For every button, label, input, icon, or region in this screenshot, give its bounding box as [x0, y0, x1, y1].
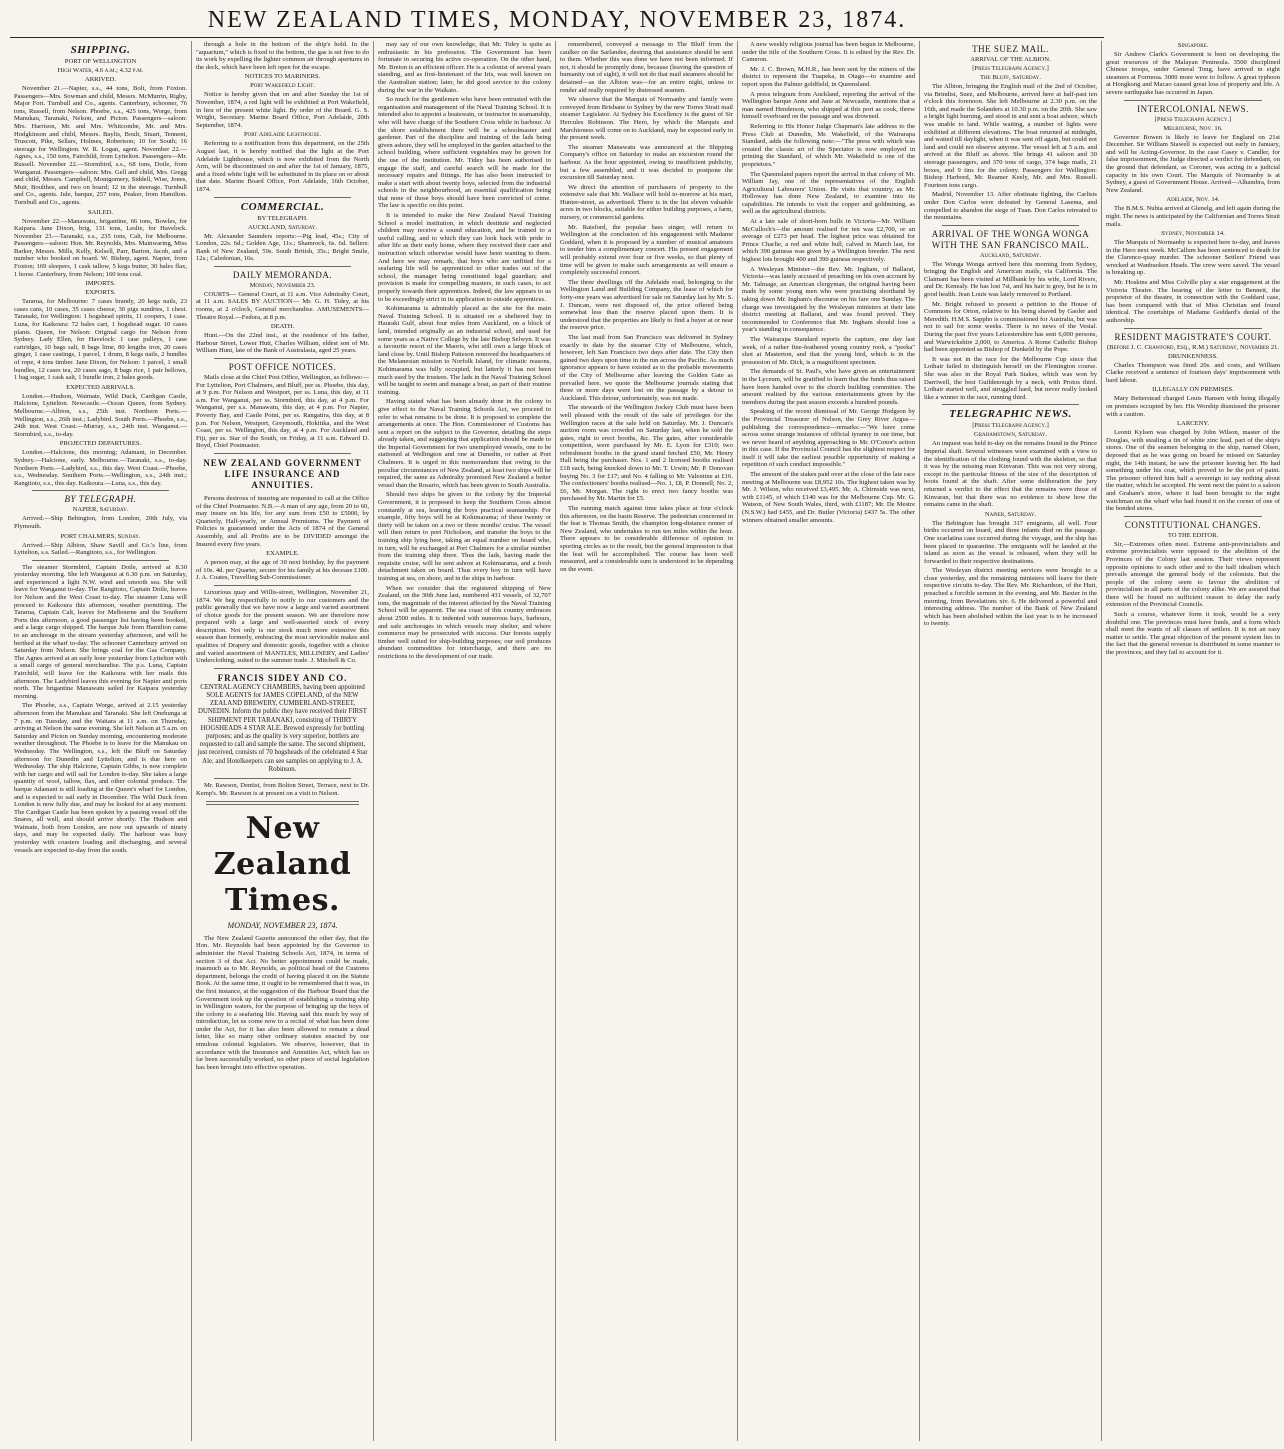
news-paragraph: The last mail from San Francisco was delivered in Sydney exactly to date by the steamer City of Melbourne, which, however, left San Francisco two days after date. The City then gained two days upon time in the run across the Pacific. As much ignorance appears to have existed as to the probable movements of the City of Melbourne after leaving the Golden Gate as prevailed here, we quote the Melbourne journals stating that three or more days were lost on the passage by a detour to Auckland. This detour, unfortunately, was not made. — [560, 333, 733, 402]
intercolonial-heading: INTERCOLONIAL NEWS. — [1137, 103, 1249, 114]
wonga-text-2: Mr. Bright refused to present a petition to the House of Commons for Orton, relative to his being shaved by Gaoler and Meredith. H.M.S. Sappho is commissioned for Australia, but was not to sail for some weeks. There is no news of the Vestal. During the past five years Leicestershire has sent 6,000 persons, and Warwickshire 2,000, to America. A Rome Catholic Bishop had been appointed as Bishop of Dunkeld by the Pope. — [924, 300, 1097, 354]
insurance-ad — [196, 458, 369, 491]
dentist-notice: Mr. Rawson, Dentist, from Bolton Street, Terrace, next to Dr. Kemp's. Mr. Rawson is at present on a visit to Nelson. — [196, 782, 369, 797]
example-heading: EXAMPLE. — [266, 550, 299, 558]
news-paragraph: The running match against time takes place at four o'clock this afternoon, on the basin Reserve. The pedestrian concerned in the feat is Thomas Smith, the champion long-distance runner of New Zealand, who undertakes to run ten miles within the hour. There appears to be considerable difference of opinion in sporting circles as to the result, but the general impression is that the feat will be accomplished. The course has been well measured, and a considerable sum is understood to be depending on the event. — [560, 505, 733, 573]
mariners-text: Notice is hereby given that on and after Sunday the 1st of November, 1874, a red light will be exhibited at Port Wakefield, in lieu of the present white light. By order of the Board. G. S. Wright, Secretary. Marine Board Office, Port Adelaide, 20th September, 1874. — [196, 91, 369, 129]
divider — [214, 266, 351, 267]
letter-text-2: Such a course, whatever form it took, would be a very doubtful one. The provinces must have funds, and a form which shall meet the wants of all classes of settlers. It is not an easy matter to settle. The great objection of the present system lies in the fact that the general revenue is distributed in some manner to the provinces, and they fail to account for it. — [1106, 611, 1280, 657]
sydney-text-2: Mr. Hoskins and Miss Colville play a star engagement at the Victoria Theatre. The hearing of the letter to Bennett, the proprietor of the theatre, in connection with the Goddard case, has been compared with that of Miss Christian and found identical. The courtships of Madame Goddard's denial of the authorship. — [1106, 279, 1280, 325]
telegraph-heading: BY TELEGRAPH. — [64, 494, 137, 505]
projected-text: London.—Halcione, this morning; Adamant, in December. Sydney.—Halcione, early. Melbourne.—Taranaki, s.s., to-day. Northern Ports.—Ladybird, s.s., this day. West Coast.—Phoebe, s.s., Wednesday. Southern Ports.—Wellington, s.s., 24th inst.; Rangitoto, s.s., this day. Kaikoura.—Luna, s.s., this day. — [14, 449, 187, 487]
news-paragraph: At a late sale of short-horn bulls in Victoria—Mr. William McCulloch's—the amount realised for ten was £2,700, or an average of £273 per head. The highest price was obtained for Prince Charlie, a red and white bull, calved in March last, for which 390 guineas was given by a Wellington breeder. The next highest lots brought 400 and 390 guineas respectively. — [742, 218, 915, 264]
column-5 — [738, 41, 920, 1441]
high-water: High Water, 4.6 a.m.; 4.32 p.m. — [57, 67, 144, 74]
columns — [10, 41, 1280, 1441]
press-agency: [Press Telegraph Agency.] — [1154, 115, 1232, 123]
leader-text: The New Zealand Gazette announced the other day, that the Hon. Mr. Reynolds had been appointed by the Governor to administer the Naval Training Schools Act, 1874, in terms of section 3 of that Act. No better appointment could be made, inasmuch as to Mr. Reynolds, as political head of the Customs department, belongs the credit of having placed it on the Statute Book. At the same time, it ought to be remembered that it was, in the first instance, at the suggestion of the Harbour Board that the Government took up the question of establishing a training ship in Wellington waters, for the purpose of bringing up the boys of the colony to a seafaring life. Having said this much by way of introduction, let us come now to a recital of what has been done under the Act, for it has also been allowed to remain a dead letter, like so many other ordinary statutes enacted by our emulous colonial legislators. We observe, however, that in accordance with the Insurance and Annuities Act, which has so far been successfully worked, no other piece of social legislation has been brought into effective operation. — [196, 934, 369, 1071]
divider — [942, 404, 1079, 405]
sydney-dateline: Sydney, November 14. — [1161, 230, 1225, 238]
sidey-ad — [196, 673, 369, 774]
arrived-text: November 21.—Napier, s.s., 44 tons, Bolt, from Foxton. Passengers—Mrs. Sowman and child, Messrs. McMurrin, Rigby, Major Fort. Turnbull and Co., agents. Canterbury, schooner, 76 tons, Russell, from Nelson. Phoebe, s.s., 425 tons, Worge, from Manukau, Taranaki, Nelson, and Picton. Passengers—saloon: Mrs. Harrison, Mr. and Mrs. Whitcombe, Mr. and Mrs. Hodgkinson and child, Messrs. Baylis, Boult, Stuart, Tennent, Truscott, Pike, Sellars, Holmes, Robertson; 10 for South; 16 steerage for Wellington. W. R. Logan, agent. November 22.—Agnes, s.s., 150 tons, Fairchild, from Lyttelton. Passengers—Mr. Russell. November 22.—Stormbird, s.s., 68 tons, Doile, from Wanganui. Passengers—saloon: Mrs. Gell and child, Mrs. Gregg and child, Messrs. Campbell, Montgomery, Siddell, Wise, Jones, Muir, Boulthee, and two on board; 12 in the steerage. Turnbull and Co., agents. Jule, barque, 257 tons, Peaker, from Hamilton. Turnbull and Co., agents. — [14, 85, 187, 206]
coastal-text: The steamer Stormbird, Captain Doile, arrived at 8.30 yesterday morning. She left Wanganui at 6.30 p.m. on Saturday, and experienced a light N.W. wind and smooth sea. She will leave for Wanganui to-day. The Rangitoto, Captain Doile, leaves for Nelson and the West Coast to-day. The steamer Luna will proceed to Kaikoura this afternoon, weather permitting. The Tararua, Captain Calt, leaves for Melbourne and the Southern Ports this afternoon, a good passenger list having been booked, and a large cargo shipped. The barque Jule from Hamilton came to an anchorage in the stream yesterday afternoon, and will be berthed at the wharf to-day. The schooner Canterbury arrived on Saturday from Nelson. She brings coal for the Gas Company. The Agnes arrived at an early hour yesterday from Lyttelton with a small cargo of general merchandise. The p.s. Luna, Captain Fairchild, will leave for the Kaikoura with her mails this afternoon. The Ladybird leaves this evening for Napier and ports north. The brigantine Manawatu sailed for Kaipara yesterday morning. — [14, 563, 187, 700]
suez-mail-heading: THE SUEZ MAIL. — [972, 44, 1049, 54]
larceny-text: Leonti Kylsen was charged by John Wilson, master of the Douglas, with stealing a tin of white zinc lead, part of the ship's stores. One of the seamen belonging to the ship, named Olsen, deposed that as he was going on board he missed on Saturday night, the 14th instant, he saw the prisoner leaving her. He had something under his coat, which proved to be the pot of paint. The prisoner offered him half a sovereign to say nothing about the matter, which he accepted. He went next the paint to a saloon and Graham's store, where it had been brought to the night watchman on the wharf who had found it on the corner of one of the bonded stores. — [1106, 429, 1280, 513]
bluff-dateline: The Bluff, Saturday. — [979, 74, 1041, 81]
adelaide-sub: Port Adelaide Lighthouse. — [243, 131, 321, 139]
exports-text: Tararua, for Melbourne: 7 cases brandy, 20 kegs nails, 23 cases cans, 10 cases, 35 cases cheese, 30 pigs sundries, 1 chest. Taranaki, for Wellington: 1 hogshead spirits, 11 coopers, 1 case. Luna, for Kaikoura: 72 bales cart, 1 hogshead sugar. 10 cases plants. Queen, for Nelson: Original cargo for Nelson from Sydney. Lady Ellen, for Havelock: 1 case pulleys, 1 case cartridges, 10 bags salt, 8 bags lime, 80 lengths iron, 20 cases ginger, 1 case castings, 1 parcel, 1 drum, 8 kegs nails, 2 bundles of rope, 4 tons timber. Jane Dixon, for Nelson: 1 parcel, 1 small bundles, 12 cases tea, 20 cases sago, 8 bags rice, 1 pair bellows, 1 bag sugar, 1 cask salt, 1 bundle iron, 2 bales goods. — [14, 298, 187, 382]
divider — [214, 453, 351, 454]
to-editor: TO THE EDITOR. — [1167, 531, 1219, 539]
news-paragraph: The demands of St. Paul's, who have given an entertainment in the Lyceum, will be gratified to learn that the funds thus raised have been handed over to the church building committee. The amount realised by the various entertainments given by the members during the past season exceeds a hundred pounds. — [742, 368, 915, 406]
memoranda-date: Monday, November 23. — [249, 281, 316, 289]
press-agency: [Press Telegraph Agency.] — [972, 422, 1049, 430]
drunkenness-heading: DRUNKENNESS. — [1167, 352, 1218, 360]
sydney-text: The Marquis of Normanby is expected here to-day, and leaves in the Hero next week. McCallum has been sentenced to death for the Clarence-quay murder. The schooner Settlers' Friend was wrecked at Wanbuoken Heads. The crew were saved. The vessel is breaking up. — [1106, 239, 1280, 277]
expected-text: London.—Hudson, Waimate, Wild Duck, Cardigan Castle, Halcione, Lyttelton. Newcastle.—Ocean Queen, from Sydney. Melbourne.—Albion, s.s., 25th inst. Northern Ports.—Wellington, s.s., 26th inst.; Ladybird. South Ports.—Phoebe, s.s., 24th inst. West Coast.—Murray, s.s., 24th inst. Wanganui.—Stormbird, s.s., to-day. — [14, 392, 187, 438]
news-paragraph: Mr. J. C. Brown, M.H.R., has been sent by the miners of the district to represent the Tuapeka, in Otago—to examine and report upon the Palmer goldfield, in Queensland. — [742, 65, 915, 88]
sailed-text: November 22.—Manawatu, brigantine, 66 tons, Bowles, for Kaipara. Jane Dixon, brig, 131 tons, Leslie, for Havelock. November 23.—Taranaki, s.s., 235 tons, Calt, for Melbourne. Passengers—saloon: Hon. Mr. Reynolds, Mrs. Mainwaring, Miss Barker, Messrs. Mills, Kelly, Kelsell, Parr, Barton, Jacob, and a number who booked on board. W. Bishop, agent. Napier, from Foxton; 169 sleepers, 1 cask tallow, 5 kegs butter, 30 bales flax, 1 horse. Canterbury, from Nelson; 160 tons coal. — [14, 217, 187, 278]
death-heading: DEATH. — [270, 323, 295, 331]
napier-dateline: NAPIER, Saturday. — [72, 506, 129, 514]
singapore-text: Sir Andrew Clark's Government is bent on developing the great resources of the Malayan Peninsula. 3500 disciplined Chinese troops, under General Tong, have arrived in eight steamers at Formosa. 3000 more were to follow. A great typhoon at Hongkong and Macao caused great loss of property and life. A severe earthquake has occurred in Japan. — [1106, 51, 1280, 96]
news-paragraph: The steamer Manawatu was announced at the Shipping Company's office on Saturday to make an excursion round the harbour. As the hour appointed, owing to insufficient publicity, but a few assembled, and it was decided to postpone the excursion till Saturday next. — [560, 143, 733, 182]
divider — [214, 778, 351, 779]
leader-text-6: Should two ships be given to the colony by the Imperial Government, it is proposed to keep the Southern Cross almost constantly at sea, learning the boys practical seamanship. For example, fifty boys will be at Kohimarama; of these twenty or thirty will be taken on a two or three months' cruise. The vessel will then return to port Nicholson, and transfer the boys to the training ship lying here, taking an equal number on board who, in turn, will be exchanged at Port Chalmers for a similar number from the training ship there. Thus the lads, having made the requisite cruise, will be sent ashore at Kohimarama, and a fresh detachment taken on board. Thus every boy in turn will have training at sea, on shore, and in the ships in harbour. — [378, 491, 551, 582]
double-rule — [206, 801, 359, 805]
divider — [942, 225, 1079, 226]
memoranda-text: COURTS— General Court, at 11 a.m. Vice Admiralty Court, at 11 a.m. SALES BY AUCTION— Mr. G. H. Tidey, at his rooms, at 2 o'clock, General merchandise. AMUSEMENTS— Theatre Royal.—Fedora, at 8 p.m. — [196, 290, 369, 321]
wonga-heading: ARRIVAL OF THE WONGA WONGA WITH THE SAN FRANCISCO MAIL. — [931, 228, 1090, 250]
post-office-heading: POST OFFICE NOTICES. — [228, 362, 337, 373]
death-text: Hunt.—On the 22nd inst., at the residence of his father, Harbour Street, Lower Hutt, Charles William, eldest son of Mr. William Hunt, late of the Bank of Australasia, aged 25 years. — [196, 332, 369, 355]
divider — [1124, 516, 1262, 517]
albion-heading: ARRIVAL OF THE ALBION. — [970, 56, 1051, 63]
illegally-heading: ILLEGALLY ON PREMISES. — [1152, 386, 1234, 394]
news-paragraph: A press telegram from Auckland, reporting the arrival of the Wellington barque Anne and Jane at Newcastle, mentions that a man named Henderson, who shipped at this port as cook, threw himself overboard on the passage and was drowned. — [742, 90, 915, 121]
news-paragraph: A Wesleyan Minister—the Rev. Mr. Ingham, of Ballarat, Victoria—was lately accused of preaching on his own account by Mr. Talmage, an American clergyman, the original having been made by some young men who were practising shorthand by taking down Mr. Ingham's discourse on his fare one Sunday. The charge was investigated by the Wesleyan ministers at their late district meeting at Ballarat, and was found proved. They recommended to Conference that Mr. Ingham should lose a year's standing in consequence. — [742, 265, 915, 334]
news-paragraph: The Wairarapa Standard reports the capture, one day last week, of a rather fine-feathered young country rook, a "peeka" shot at Masterton, and that the young bird, which is in the possession of Mr. Dick, is a magnificent specimen. — [742, 335, 915, 366]
albion-text-2: Madrid, November 13. After obstinate fighting, the Carlists under Don Carlos were defeated by General Lasema, and compelled to abandon the siege of Tuan. Don Carlos retreated to the mountains. — [924, 191, 1097, 222]
port-heading: PORT OF WELLINGTON — [64, 58, 137, 65]
divider — [214, 358, 351, 359]
column-3 — [374, 41, 556, 1441]
insurance-text: Persons desirous of insuring are requested to call at the Office of the Chief Postmaster. N.B.—A man of any age, from 20 to 60, may insure on his life, for any sum from £50 to £5000, by Quarterly, Half-yearly, or Annual Premiums. The Payment of Policies is guaranteed under the Acts of 1874 of the General Assembly, and all Profits are to be DIVIDED amongst the Insured every five years. — [196, 494, 369, 548]
coastal-text-3: through a hole in the bottom of the ship's hold. In the "aquarium," which is fixed to the bottom, the gas is set free to do its work by expelling the lighter common air through apertures in the deck, which have been left open for the escape. — [196, 41, 369, 71]
column-1 — [10, 41, 192, 1441]
napier-text: The Bebington has brought 317 emigrants, all well. Four births occurred on board, and three infants died on the passage. One scarlatina case occurred during the voyage, and the ship has been placed in quarantine. The emigrants will be landed at the island as soon as the vessel is released, when they will be forwarded to their respective destinations. — [924, 519, 1097, 565]
albion-text: The Albion, bringing the English mail of the 2nd of October, via Brindisi, Suez, and Melbourne, arrived here at half-past ten o'clock this forenoon. She left Melbourne at 2.30 p.m. on the 16th, and made the Solanders at 10.30 p.m. on the 20th. She saw a bright light burning, and stood in and sent a boat ashore, which was unable to land. While waiting, a number of lights were exhibited at different elevations. The boat returned at midnight, and waited till daylight, when it was sent off again, but could not land and could not observe anyone. The vessel left at 5 a.m. and arrived at the Bluff as above. She brings 41 saloon and 30 steerage passengers, and 370 tons of cargo, 374 bags mails, 21 boxes, and 9 tins for the colony. Passengers for Wellington: Bishop Harbord, Mr. Reamer Keely, Mr. and Mrs. Russell. Fourteen tons cargo. — [924, 83, 1097, 189]
column-4 — [556, 41, 738, 1441]
news-paragraph: Referring to His Honor Judge Chapman's late address to the Press Club at Dunedin, Mr. Wakefield, of the Wairarapa Standard, adds the following note:—"The press with which was created the classic art of the Spectator is now employed in printing the Standard, of which Mr. Wakefield is one of the proprietors." — [742, 122, 915, 168]
projected-heading: PROJECTED DEPARTURES. — [59, 440, 142, 448]
news-paragraph: We observe that the Marquis of Normanby and family were conveyed from Brisbane to Sydney by the new Torres Strait mail steamer Legislator. At Sydney his Excellency is the guest of Sir Hercules Robinson. The Hero, by which the Marquis and Marchioness will come on to Auckland, may be expected early in the present week. — [560, 96, 733, 142]
singapore-dateline: Singapore. — [1177, 42, 1209, 49]
divider — [214, 197, 351, 198]
wonga-text-3: It was not in the race for the Melbourne Cup since that Lothair failed to distinguish herself on the Flemington course. She was also in the Royal Park Stakes, which was won by Darriwell, the best Guildenough by a neck, with Protos third. Lothair started well, and struggled hard, but never really looked like a winner in the race, running third. — [924, 355, 1097, 401]
news-paragraph: We direct the attention of purchasers of property to the extensive sale that Mr. Wallace will hold to-morrow at his mart, Hunter-street, as advertised. There is in the list eleven valuable acres in two blocks, suitable for either building purposes, a farm, nursery, or commercial gardens. — [560, 183, 733, 222]
leader-text-3: It is intended to make the New Zealand Naval Training School a model institution, in which destitute and neglected children may receive a sound education, and be trained to a useful calling, and to which they can look back with pride in after life as their early home, where they received their care and instruction which otherwise would have been wanting to them. And here we may remark, that boys who are unfitted for a seafaring life will be apprenticed to other trades out of the school, the manager being constituted legal guardian; and provision is made for compelling masters, in such cases, to act properly towards their apprentices. Indeed, the law appears to us to be exceedingly strict in its application to outside apprentices. — [378, 212, 551, 303]
napier-text-2: The Wesleyan district meeting services were brought to a close yesterday, and the remaining ministers will leave for their respective circuits to-day. The Rev. Mr. Richardson, of the Hutt, preached a forcible sermon in the evening, and Mr. Baxter in the morning, from Revelations xiv. 6. He delivered a powerful and interesting address. The number of the Bank of New Zealand which has been abolished within the last year is to be increased to twenty. — [924, 567, 1097, 628]
news-paragraph: The Queensland papers report the arrival in that colony of Mr. William Jay, one of the representatives of the English Agricultural Labourers' Union. He visits that country, as Mr. Holloway has done New Zealand, to examine into its capabilities. He intends to visit the copper and goldmining, as well as the agricultural districts. — [742, 170, 915, 216]
divider — [1124, 100, 1262, 101]
expected-heading: EXPECTED ARRIVALS. — [66, 383, 135, 391]
resident-court-sub: (Before J. C. Crawford, Esq., R.M.) Saturday, November 21. — [1106, 343, 1280, 351]
news-paragraph: Speaking of the recent dismissal of Mr. George Hodgson by the Provincial Treasurer of Nelson, the Grey River Argus—publishing the correspondence—remarks:—"We have come across some strange instances of official tyranny in our time, but we never heard of anything approaching to Mr. O'Conor's action in this case. If the Provincial Council has the slightest respect for itself it will take the earliest possible opportunity of making a repetition of such conduct impossible." — [742, 408, 915, 469]
divider — [32, 560, 169, 561]
napier-dateline: Napier, Saturday. — [984, 510, 1037, 518]
chalmers-text: Arrived.—Ship Albion, Shaw Savill and Co.'s line, from Lyttelton, s.s. Sailed.—Rangitoto, s.s., for Wellington. — [14, 541, 187, 557]
column-7 — [1102, 41, 1284, 1441]
commercial-place: AUCKLAND, Saturday. — [247, 223, 318, 231]
sidey-heading: FRANCIS SIDEY AND CO. — [217, 672, 348, 683]
news-paragraph: The stewards of the Wellington Jockey Club must have been well pleased with the result of the sale of privileges for the Wellington races at the sale held on Saturday. Mr. J. Duncan's auction room was crowded on Saturday last, when he sold the gates, right to erect booths, &c. The gates, after considerable competition, were purchased by Mr. E. Lyon for £310; two refreshment booths in the grand stand fetched £50, Mr. Henry Hall being the purchaser. Nos. 1 and 2 licensed booths realised £18 each, being knocked down to Mr. T. Urwin; Mr. P. Donovan buying No. 3 for £17; and No. 4 falling to Mr. Valentine at £16. The confectioners' booths realised—No. 1, £8, P. Donnell; No. 2, £6, Mr. Morgan. The right to erect two fancy booths was purchased by Mr. Martin for £5. — [560, 404, 733, 503]
melbourne-text: Governor Bowen is likely to leave for England on 21st December. Sir William Stawell is expected out early in January, and will be Acting-Governor. In the case Casey v. Candler, for false imprisonment, the Judge directed a verdict for defendant, on the ground that defendant, as Coroner, was acting in a judicial capacity in his own Court. The Marquis of Normanby is at Sydney, a guest of Government House. Arrived—Alhambra, from New Zealand. — [1106, 133, 1280, 194]
leader-text-5: Having stated what has been already done in the colony to give effect to the Naval Training Schools Act, we proceed to refer to what remains to be done. It is proposed to complete the arrangements at once. The Hon. Commissioner of Customs has sent a report on the subject to the Governor, detailing the steps already taken, and suggesting that application should be made to the Imperial Government for two unemployed vessels, one to be stationed at Wellington and one at Dunedin, or rather at Port Chalmers. It is urged in this memorandum that owing to the peculiar circumstances of New Zealand, at least two ships will be required, the same as Admiralty promised New Zealand a better vessel than the Rosario, which has been given to South Australia. — [378, 398, 551, 489]
insurance-heading: NEW ZEALAND GOVERNMENT LIFE INSURANCE AND ANNUITIES. — [203, 457, 362, 490]
divider — [32, 490, 169, 491]
mariners-heading: NOTICES TO MARINERS. — [244, 73, 321, 81]
shipping-heading: SHIPPING. — [70, 44, 131, 56]
memoranda-heading: DAILY MEMORANDA. — [232, 269, 333, 280]
letter-text: Sir,—Extremes often meet. Extreme anti-provincialists and extreme provincialists were opposed to the abolition of the Provinces of the Colony last session. Their views represent opposite opinions to each other and to the half idealism which prevails amongst the general body of the colonists. But the people of the colony seem to favour the abolition of provincialism in all parts of the colony alike. We are assured that there will be found no sufficient reason to delay the early extension of the Provincial Councils. — [1106, 540, 1280, 609]
leader-text-7: When we consider that the registered shipping of New Zealand, on the 30th June last, numbered 431 vessels, of 32,707 tons, the magnitude of the interest affected by the Naval Training School will be apparent. The sea coast of this country embraces about 2500 miles. It is indented with numerous bays, harbours, and safe anchorages in which vessels may shelter, and where commerce may be prosecuted with success. Our forests supply timber well suited for ship-building purposes; our soil produces abundant commodities for interchange, and there are no restrictions to the development of our trade. — [378, 584, 551, 660]
drapery-notice: Luxurious quay and Willis-street, Wellington, November 21, 1874. We beg respectfully to notify to our customers and the public generally that we have now a large and varied assortment of choice goods for the present season. We are therefore now prepared with a large and well-assorted stock of every description. Not only is our stock much more extensive this season than formerly, embracing the most serviceable makes and qualities of Drapery and domestic goods, together with a choice and varied assortment of MANTLES, MILLINERY, and Ladies' Underclothing, suited to the summer trade. J. Mitchell & Co. — [196, 588, 369, 665]
commercial-heading: COMMERCIAL. — [240, 200, 325, 213]
arrived-heading: ARRIVED. — [85, 76, 116, 83]
adelaide-dateline: Adelaide, Nov. 14. — [1166, 196, 1220, 204]
divider — [1124, 328, 1262, 329]
napier-text: Arrived.—Ship Bebington, from London, 20th July, via Plymouth. — [14, 515, 187, 530]
auckland-dateline: Auckland, Saturday. — [979, 251, 1042, 259]
adelaide-text: Referring to a notification from this department, on the 25th August last, it is hereby notified that the light at the Port Adelaide Lighthouse, which is now exhibited from the North Arm, will be discontinued on and after the 1st of January, 1875, and a fixed white light will be substituted in its place on or about that date. Marine Board Office, Port Adelaide, 16th October, 1874. — [196, 140, 369, 193]
grahamstown-dateline: Grahamstown, Saturday. — [973, 431, 1048, 439]
post-office-text: Mails close at the Chief Post Office, Wellington, as follows:— For Lyttelton, Port Chalmers, and Bluff, per ss. Phoebe, this day, at 9 p.m. For Nelson and Westport, per ss. Luna, this day, at 11 a.m. For Wanganui, per ss. Stormbird, this day, at 4 p.m. For Wanganui, per s.s. Manawatu, this day, at 4 p.m. For Napier, Poverty Bay, and Castle Point, per ss. Rangatira, this day, at 8 p.m. For Nelson, Westport, Greymouth, Hokitika, and the West Coast, per ss. Wellington, this day, at 4 p.m. For Auckland and Fiji, per ss. Star of the South, on Friday, at 11 a.m. Edward D. Boyd, Chief Postmaster. — [196, 374, 369, 450]
column-6 — [920, 41, 1102, 1441]
telegraphic-heading: TELEGRAPHIC NEWS. — [949, 408, 1072, 421]
exports-heading: EXPORTS. — [85, 289, 116, 297]
page-masthead: NEW ZEALAND TIMES, MONDAY, NOVEMBER 23, 1874. — [10, 6, 1104, 38]
leader-dateline: MONDAY, NOVEMBER 23, 1874. — [227, 920, 338, 930]
telegraphic-text: An inquest was held to-day on the remains found in the Prince Imperial shaft. Several witnesses were examined with a view to the identification of the clothing found with the skeleton, so that it was by the missing man Kinvaran. This was not very strong, except in the particular fitness of the size of the description of boots found at the shaft. After some deliberation the jury returned a verdict to the effect that the remains were those of Kinvaran, but that there was no evidence to show how the remains came in the shaft. — [924, 440, 1097, 509]
press-agency: [Press Telegraph Agency.] — [972, 65, 1049, 72]
constitutional-heading: CONSTITUTIONAL CHANGES. — [1124, 519, 1262, 530]
imports-heading: IMPORTS. — [85, 280, 116, 288]
coastal-text-2: The Phoebe, s.s., Captain Worge, arrived at 2.15 yesterday afternoon from the Manukau and Taranaki. She left Onehunga at 7 p.m. on Tuesday, and the Waitara at 11 a.m. on Thursday, arriving at Nelson the same evening. She left Nelson at 5 a.m. on Saturday and Picton on Sunday morning, encountering moderate weather throughout. The Phoebe is to leave for the Manukau on Wednesday. The Wellington, s.s., left the Bluff on Saturday afternoon for Dunedin and Lyttelton, and is due here on Wednesday. The ship Halcione, Captain Gibbs, is now complete with her cargo and will sail for London to-day. She takes a large quantity of wool, tallow, flax, and other colonial produce. The barque Adamant is still loading at the Queen's wharf for London, and is expected to sail early in December. The Wild Duck from London is now fully due, and may be looked for at any moment. The Cardigan Castle has been spoken by a passing vessel off the Snares, all well, and should arrive shortly. The Hudson and Waimate, both from London, are now out upwards of ninety days, and may be expected daily. The harbour was busy yesterday with coasters loading and discharging, and several vessels are expected to-day from the south. — [14, 702, 187, 854]
nameplate: New Zealand Times. — [213, 810, 352, 918]
sidey-text: CENTRAL AGENCY CHAMBERS, having been appointed SOLE AGENTS for JAMES COPELAND, of the NEW ZEALAND BREWERY, CUMBERLAND-STREET, DUNEDIN. Inform the public they have received their FIRST SHIPMENT PER TARANAKI, consisting of THIRTY HOGSHEADS 4 STAR ALE. Brewed expressly for bottling purposes; and as the quality is very superior, bottlers are requested to call and sample the same. The second shipment, just received, consists of 70 hogsheads of the celebrated 4 Star Ale, and Hotelkeepers can see samples on applying to J. A. Robinson. — [197, 683, 368, 773]
column-2 — [192, 41, 374, 1441]
wakefield-sub: Port Wakefield Light. — [250, 82, 315, 90]
leader-text-4: Kohimarama is admirably placed as the site for the main Naval Training School. It is situated on a sheltered bay in Hauraki Gulf, about four miles from Auckland, on a block of land, intended originally as an industrial school, and used for some years as a Native College by the late Bishop Selwyn. It was a favourite resort of the Maoris, who still own a large block of land close by. Until Bishop Patteson removed the headquarters of the Melanesian mission to Norfolk Island, for climatic reasons, Kohimarama was fully occupied, but latterly it has not been much used by the trustees. The lads in the Naval Training School will be taught to swim and manage a boat, as part of their routine training. — [378, 305, 551, 396]
news-paragraph: A new weekly religious journal has been begun in Melbourne, under the title of the Southern Cross. It is edited by the Rev. Dr. Cameron. — [742, 41, 915, 64]
illegally-text: Mary Betterstead charged Louis Hansen with being illegally on premises occupied by her. His Worship dismissed the prisoner with a caution. — [1106, 395, 1280, 418]
news-paragraph: The three dwellings off the Adelaide road, belonging to the Wellington Land and Building Company, the lease of which for forty-one years was advertised for sale on Saturday last by Mr. S. J. Duncan, were not disposed of, the price offered being somewhat less than the reserve placed upon them. It is understood that the properties are likely to find a buyer at or near the reserve price. — [560, 278, 733, 332]
divider — [214, 585, 351, 586]
news-paragraph: The amount of the stakes paid over at the close of the late race meeting at Melbourne was £8,952 10s. The highest taken was by Mr. J. Wilson, who received £3,495. Mr. A. Chirnside was next, with £1145, of which £140 was for the Melbourne Cup. Mr. G. Watson, of New South Wales, third, with £1187; Mr. De Mestre (N.S.W.) had £455, and Dr. Butler (Victoria) £437 5s. The other winners obtained smaller amounts. — [742, 471, 915, 524]
leader-text-2: So much for the gentlemen who have been entrusted with the organisation and management of the Naval Training School. It is intended also to appoint a boatswain, or instructor in seamanship, who will have charge of the Southern Cross while in harbour. At the shore establishment there will be a schoolmaster and gardener. Part of the discipline and training of the lads being given ashore, they will be employed in the garden attached to the school building, where sufficient vegetables may be grown for the use of the institution. Mr. Tidey has been authorised to engage the staff, and careful search will be made for the necessary repairs and fittings. He has also been instructed to make a start with about twenty boys, selected from the industrial schools in the neighbourhood, an essential qualification being that none of those boys should have been convicted of crime. The law is specific on this point. — [378, 96, 551, 210]
larceny-heading: LARCENY. — [1177, 420, 1209, 428]
leader-text-1: may say of our own knowledge, that Mr. Tidey is quite as enthusiastic in his profession. The Government has been fortunate in securing his active co-operation. On the other hand, Mr. Breton is an efficient officer. He is a colonist of several years standing, and as first-lieutenant of the Iris, was well known on the Australian station; later, he did good service to the colony during the war in the Waikato. — [378, 41, 551, 94]
commercial-sub: BY TELEGRAPH. — [257, 214, 308, 222]
news-paragraph: Mr. Raisford, the popular bass singer, will return to Wellington at the conclusion of his engagement with Madame Goddard, when it is proposed by a number of musical amateurs to tender him a complimentary concert. His present engagement will probably extend over four or five weeks, so that plenty of time will be given to make such arrangements as will ensure a completely successful concert. — [560, 223, 733, 277]
sailed-heading: SAILED. — [87, 208, 114, 216]
chalmers-dateline: PORT CHALMERS, Sunday. — [60, 532, 141, 540]
wonga-text: The Wonga Wonga arrived here this morning from Sydney, bringing the English and American mails, via California. The Claimant has been visited at Millbank by his wife, Lord Rivers, and Dr. Kenealy. He has lost 7st, and his hair is grey, but he is in good health. Jean Louis was lately removed to Portland. — [924, 260, 1097, 299]
news-paragraph: remembered, conveyed a message to The Bluff from the caulker on the Sarlandee, desiring that assistance should be sent to them. Whether this was done we have not been informed. If not, it should be promptly done, because (leaving the question of humanity out of sight), it will not do that mail steamers should be detained—as the Albion was—for an entire night, unless to render aid really required by distressed seamen. — [560, 41, 733, 94]
melbourne-dateline: Melbourne, Nov. 16. — [1163, 124, 1223, 132]
commercial-text: Mr. Alexander Saunders reports:—Pig lead, 45s.; City of London, 22s. 6d.; Golden Age, 11s.; Shamrock, 6s. 6d. Sellers: Bank of New Zealand, 59s. South British, 35s.; Bright Smile, 12s.; Caledonian, 16s. — [196, 232, 369, 263]
divider — [214, 668, 351, 669]
example-text: A person may, at the age of 30 next birthday, by the payment of 10s. 4d. per Quarter, secure for his family at his decease £100. J. A. Coates, Travelling Sub-Commissioner. — [196, 559, 369, 582]
drunkenness-text: Charles Thompson was fined 20s. and costs, and William Clarke received a sentence of fourteen days' imprisonment with hard labour. — [1106, 361, 1280, 384]
adelaide-text: The B.M.S. Nubia arrived at Glenelg, and left again during the night. The news is anticipated by the Californian and Torres Strait mails. — [1106, 205, 1280, 228]
resident-court-heading: RESIDENT MAGISTRATE'S COURT. — [1114, 331, 1272, 342]
